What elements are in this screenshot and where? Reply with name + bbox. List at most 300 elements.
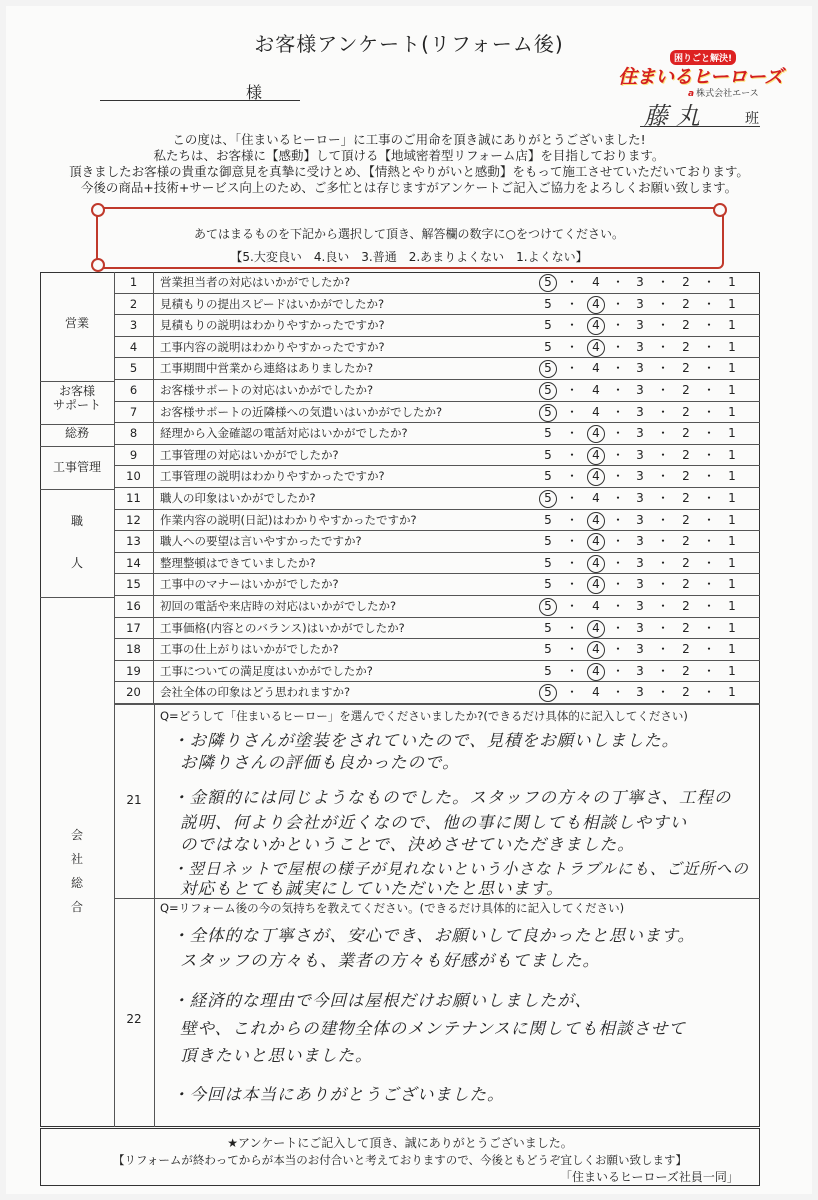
question-number: 8 <box>114 423 154 444</box>
rating-separator: ・ <box>612 296 625 311</box>
rating-option-3[interactable]: 3 <box>636 318 644 333</box>
rating-option-5[interactable]: 5 <box>544 383 552 397</box>
rating-separator: ・ <box>703 404 716 419</box>
question-number: 10 <box>114 466 154 487</box>
rating-option-4[interactable]: 4 <box>592 361 600 376</box>
rating-option-2[interactable]: 2 <box>682 404 690 419</box>
rating-separator: ・ <box>657 620 670 635</box>
rating-separator: ・ <box>703 685 716 700</box>
rating-separator: ・ <box>612 534 625 549</box>
q21-number: 21 <box>126 793 142 807</box>
rating-separator: ・ <box>612 339 625 354</box>
rating-separator: ・ <box>657 512 670 527</box>
rating-separator: ・ <box>703 642 716 657</box>
question-text: 工事内容の説明はわかりやすかったですか? <box>160 339 385 354</box>
rating-option-2[interactable]: 2 <box>682 296 690 311</box>
rating-option-3[interactable]: 3 <box>636 275 644 289</box>
staff-team-label: 班 <box>745 111 759 127</box>
question-number: 1 <box>114 272 154 293</box>
rating-separator: ・ <box>657 404 670 419</box>
category-separator <box>40 381 114 382</box>
rating-separator: ・ <box>566 404 579 419</box>
rating-option-5[interactable]: 5 <box>544 275 552 289</box>
rating-separator: ・ <box>612 469 625 484</box>
rating-option-4[interactable]: 4 <box>592 339 600 354</box>
rating-option-3[interactable]: 3 <box>636 469 644 484</box>
rating-option-2[interactable]: 2 <box>682 620 690 635</box>
question-row <box>114 618 760 640</box>
rating-separator: ・ <box>612 555 625 570</box>
selected-rating-circle <box>587 555 605 573</box>
rating-option-3[interactable]: 3 <box>636 491 644 505</box>
rating-separator: ・ <box>612 447 625 462</box>
question-number: 2 <box>114 294 154 315</box>
rating-option-5[interactable]: 5 <box>544 469 552 484</box>
question-text: 見積もりの提出スピードはいかがでしたか? <box>160 296 385 311</box>
rating-separator: ・ <box>612 620 625 635</box>
q21-answer-line: 対応もとても誠実にしていただいたと思います。 <box>180 879 564 898</box>
rating-option-5[interactable]: 5 <box>544 404 552 419</box>
logo-tagline: 困りごと解決! <box>670 50 736 65</box>
rating-option-4[interactable]: 4 <box>592 296 600 311</box>
rating-option-2[interactable]: 2 <box>682 577 690 592</box>
rating-separator: ・ <box>566 577 579 592</box>
rating-separator: ・ <box>612 404 625 419</box>
question-text: 職人への要望は言いやすかったですか? <box>160 534 362 549</box>
rating-option-3[interactable]: 3 <box>636 599 644 613</box>
question-row <box>114 553 760 575</box>
rating-option-1[interactable]: 1 <box>728 404 736 419</box>
rating-option-2[interactable]: 2 <box>682 685 690 700</box>
question-row <box>114 488 760 510</box>
rating-separator: ・ <box>703 275 716 289</box>
q21-answer-line: お隣りさんの評価も良かったので。 <box>180 753 460 772</box>
rating-option-1[interactable]: 1 <box>728 383 736 397</box>
rating-option-5[interactable]: 5 <box>544 491 552 505</box>
rating-option-3[interactable]: 3 <box>636 555 644 570</box>
rating-separator: ・ <box>657 469 670 484</box>
category-company-3: 総 <box>70 876 83 890</box>
rating-option-1[interactable]: 1 <box>728 534 736 549</box>
question-row <box>114 682 760 704</box>
rating-separator: ・ <box>612 426 625 441</box>
category-accounting: 総務 <box>64 426 89 440</box>
rating-option-1[interactable]: 1 <box>728 642 736 657</box>
staff-name-line <box>640 126 760 127</box>
rating-option-2[interactable]: 2 <box>682 642 690 657</box>
question-text: 職人の印象はいかがでしたか? <box>160 491 316 505</box>
question-number: 13 <box>114 531 154 552</box>
category-company-2: 社 <box>70 852 83 866</box>
question-row <box>114 574 760 596</box>
rating-separator: ・ <box>612 383 625 397</box>
rating-option-4[interactable]: 4 <box>592 275 600 289</box>
staff-name: 藤丸 <box>644 102 708 130</box>
rating-option-2[interactable]: 2 <box>682 339 690 354</box>
question-row <box>114 423 760 445</box>
category-support: お客様 サポート <box>52 384 101 412</box>
selected-rating-circle <box>587 296 605 314</box>
question-number: 15 <box>114 574 154 595</box>
rating-option-2[interactable]: 2 <box>682 447 690 462</box>
rating-option-2[interactable]: 2 <box>682 512 690 527</box>
instruction-text: あてはまるものを下記から選択して頂き、解答欄の数字に○をつけてください。 <box>194 227 624 241</box>
question-number: 5 <box>114 358 154 379</box>
question-row <box>114 639 760 661</box>
scroll-curl-icon <box>91 203 105 217</box>
rating-separator: ・ <box>703 469 716 484</box>
rating-separator: ・ <box>566 555 579 570</box>
rating-option-2[interactable]: 2 <box>682 491 690 505</box>
selected-rating-circle <box>539 598 557 616</box>
question-row <box>114 596 760 618</box>
question-text: 整理整頓はできていましたか? <box>160 555 316 570</box>
rating-option-1[interactable]: 1 <box>728 339 736 354</box>
category-craftsman-2: 人 <box>70 556 83 570</box>
selected-rating-circle <box>587 663 605 681</box>
rating-option-5[interactable]: 5 <box>544 663 552 678</box>
q21-answer-line: ・お隣りさんが塗装をされていたので、見積をお願いしました。 <box>172 731 680 750</box>
rating-option-5[interactable]: 5 <box>544 296 552 311</box>
question-text: 会社全体の印象はどう思われますか? <box>160 685 351 700</box>
intro-text <box>0 132 818 196</box>
customer-name-line <box>100 100 300 101</box>
question-text: 見積もりの説明はわかりやすかったですか? <box>160 318 385 333</box>
q22-answer-line: ・今回は本当にありがとうございました。 <box>172 1085 505 1104</box>
category-separator <box>40 597 114 598</box>
rating-option-3[interactable]: 3 <box>636 339 644 354</box>
rating-separator: ・ <box>703 620 716 635</box>
rating-separator: ・ <box>657 599 670 613</box>
rating-separator: ・ <box>566 383 579 397</box>
question-text: 工事についての満足度はいかがでしたか? <box>160 663 373 678</box>
rating-option-4[interactable]: 4 <box>592 318 600 333</box>
rating-option-3[interactable]: 3 <box>636 642 644 657</box>
rating-option-1[interactable]: 1 <box>728 275 736 289</box>
rating-separator: ・ <box>703 339 716 354</box>
rating-option-5[interactable]: 5 <box>544 318 552 333</box>
rating-separator: ・ <box>657 318 670 333</box>
rating-option-2[interactable]: 2 <box>682 361 690 376</box>
rating-option-2[interactable]: 2 <box>682 318 690 333</box>
rating-option-3[interactable]: 3 <box>636 296 644 311</box>
question-text: 工事期間中営業から連絡はありましたか? <box>160 361 374 376</box>
selected-rating-circle <box>587 447 605 465</box>
rating-scale-legend: 【5.大変良い 4.良い 3.普通 2.あまりよくない 1.よくない】 <box>230 250 588 264</box>
selected-rating-circle <box>539 490 557 508</box>
free-answer-divider <box>154 704 155 1127</box>
category-separator <box>40 489 114 490</box>
intro-line: 頂きましたお客様の貴重な御意見を真摯に受けとめ、【情熱とやりがいと感動】をもって施工させていただいております。 <box>69 164 749 179</box>
category-sales: 営業 <box>64 316 89 330</box>
selected-rating-circle <box>539 382 557 400</box>
question-number: 20 <box>114 682 154 703</box>
selected-rating-circle <box>587 620 605 638</box>
question-row <box>114 466 760 488</box>
q22-answer-line: ・経済的な理由で今回は屋根だけお願いしましたが、 <box>172 991 592 1010</box>
question-row <box>114 531 760 553</box>
selected-rating-circle <box>587 512 605 530</box>
question-text: 経理から入金確認の電話対応はいかがでしたか? <box>160 426 408 441</box>
scroll-curl-icon <box>713 203 727 217</box>
question-number: 7 <box>114 402 154 423</box>
rating-option-3[interactable]: 3 <box>636 577 644 592</box>
rating-separator: ・ <box>566 426 579 441</box>
rating-separator: ・ <box>566 512 579 527</box>
question-text: 営業担当者の対応はいかがでしたか? <box>160 275 351 289</box>
q21-answer-line: のではないかということで、決めさせていただきました。 <box>180 835 635 854</box>
rating-separator: ・ <box>566 599 579 613</box>
rating-separator: ・ <box>612 275 625 289</box>
rating-separator: ・ <box>566 339 579 354</box>
question-row <box>114 661 760 683</box>
rating-option-3[interactable]: 3 <box>636 534 644 549</box>
rating-option-5[interactable]: 5 <box>544 339 552 354</box>
rating-option-5[interactable]: 5 <box>544 426 552 441</box>
rating-separator: ・ <box>703 361 716 376</box>
question-row <box>114 402 760 424</box>
rating-separator: ・ <box>612 512 625 527</box>
logo-name: 住まいるヒーローズ <box>618 66 783 88</box>
question-number: 6 <box>114 380 154 401</box>
category-company-1: 会 <box>70 828 83 842</box>
rating-option-5[interactable]: 5 <box>544 620 552 635</box>
q21-top-border <box>114 704 760 705</box>
q21-answer-line: ・金額的には同じようなものでした。スタッフの方々の丁寧さ、工程の <box>172 788 732 807</box>
question-number: 11 <box>114 488 154 509</box>
rating-option-3[interactable]: 3 <box>636 383 644 397</box>
rating-option-4[interactable]: 4 <box>592 620 600 635</box>
question-number: 19 <box>114 661 154 682</box>
category-construction-mgmt: 工事管理 <box>52 460 101 474</box>
rating-option-1[interactable]: 1 <box>728 426 736 441</box>
rating-separator: ・ <box>566 663 579 678</box>
question-row <box>114 272 760 294</box>
rating-separator: ・ <box>703 447 716 462</box>
rating-option-4[interactable]: 4 <box>592 685 600 700</box>
rating-option-3[interactable]: 3 <box>636 620 644 635</box>
rating-separator: ・ <box>703 599 716 613</box>
rating-option-4[interactable]: 4 <box>592 447 600 462</box>
question-number: 12 <box>114 510 154 531</box>
rating-option-1[interactable]: 1 <box>728 620 736 635</box>
rating-option-5[interactable]: 5 <box>544 512 552 527</box>
rating-separator: ・ <box>657 339 670 354</box>
question-text: 工事中のマナーはいかがでしたか? <box>160 577 339 592</box>
rating-separator: ・ <box>703 512 716 527</box>
rating-separator: ・ <box>657 275 670 289</box>
rating-separator: ・ <box>612 318 625 333</box>
rating-option-5[interactable]: 5 <box>544 685 552 700</box>
rating-option-4[interactable]: 4 <box>592 383 600 397</box>
rating-option-3[interactable]: 3 <box>636 426 644 441</box>
logo-company: a 株式会社エース <box>688 89 759 99</box>
rating-separator: ・ <box>566 534 579 549</box>
question-row <box>114 294 760 316</box>
rating-option-4[interactable]: 4 <box>592 599 600 613</box>
rating-option-2[interactable]: 2 <box>682 426 690 441</box>
rating-option-1[interactable]: 1 <box>728 296 736 311</box>
rating-separator: ・ <box>612 491 625 505</box>
rating-option-4[interactable]: 4 <box>592 534 600 549</box>
q22-number: 22 <box>126 1012 142 1026</box>
rating-separator: ・ <box>566 620 579 635</box>
q22-answer-line: スタッフの方々も、業者の方々も好感がもてました。 <box>180 951 600 970</box>
question-text: お客様サポートの対応はいかがでしたか? <box>160 383 374 397</box>
rating-option-1[interactable]: 1 <box>728 685 736 700</box>
intro-line: この度は、「住まいるヒーロー」に工事のご用命を頂き誠にありがとうございました! <box>172 132 646 147</box>
rating-separator: ・ <box>612 599 625 613</box>
rating-separator: ・ <box>703 318 716 333</box>
question-row <box>114 380 760 402</box>
rating-separator: ・ <box>566 275 579 289</box>
question-row <box>114 315 760 337</box>
question-text: お客様サポートの近隣様への気遣いはいかがでしたか? <box>160 404 443 419</box>
rating-option-2[interactable]: 2 <box>682 534 690 549</box>
footer-signature: 「住まいるヒーローズ社員一同」 <box>560 1170 739 1184</box>
question-text: 作業内容の説明(日記)はわかりやすかったですか? <box>160 512 417 527</box>
rating-separator: ・ <box>566 685 579 700</box>
q21-question: Q=どうして「住まいるヒーロー」を選んでくださいましたか?(できるだけ具体的に記入してください) <box>160 709 688 723</box>
rating-separator: ・ <box>703 426 716 441</box>
rating-separator: ・ <box>703 663 716 678</box>
rating-option-2[interactable]: 2 <box>682 275 690 289</box>
rating-option-3[interactable]: 3 <box>636 512 644 527</box>
category-craftsman-1: 職 <box>70 514 83 528</box>
rating-option-4[interactable]: 4 <box>592 642 600 657</box>
rating-option-3[interactable]: 3 <box>636 404 644 419</box>
rating-separator: ・ <box>612 642 625 657</box>
selected-rating-circle <box>587 339 605 357</box>
intro-line: 私たちは、お客様に【感動】して頂ける【地域密着型リフォーム店】を目指しております。 <box>153 148 665 163</box>
rating-separator: ・ <box>612 361 625 376</box>
question-text: 初回の電話や来店時の対応はいかがでしたか? <box>160 599 397 613</box>
rating-separator: ・ <box>657 426 670 441</box>
customer-honorific: 様 <box>246 83 263 102</box>
question-number: 14 <box>114 553 154 574</box>
rating-separator: ・ <box>703 383 716 397</box>
rating-option-1[interactable]: 1 <box>728 491 736 505</box>
question-text: 工事の仕上がりはいかがでしたか? <box>160 642 339 657</box>
rating-option-4[interactable]: 4 <box>592 577 600 592</box>
rating-option-4[interactable]: 4 <box>592 663 600 678</box>
rating-option-2[interactable]: 2 <box>682 663 690 678</box>
rating-separator: ・ <box>703 534 716 549</box>
rating-option-4[interactable]: 4 <box>592 426 600 441</box>
rating-separator: ・ <box>657 685 670 700</box>
question-number: 4 <box>114 337 154 358</box>
rating-option-2[interactable]: 2 <box>682 555 690 570</box>
rating-separator: ・ <box>612 663 625 678</box>
rating-separator: ・ <box>703 555 716 570</box>
rating-option-2[interactable]: 2 <box>682 383 690 397</box>
rating-separator: ・ <box>703 577 716 592</box>
q22-answer-line: 壁や、これからの建物全体のメンテナンスに関しても相談させて <box>180 1019 686 1038</box>
rating-option-1[interactable]: 1 <box>728 447 736 462</box>
rating-option-1[interactable]: 1 <box>728 577 736 592</box>
rating-separator: ・ <box>657 361 670 376</box>
q22-answer-line: ・全体的な丁寧さが、安心でき、お願いして良かったと思います。 <box>172 926 696 945</box>
rating-separator: ・ <box>566 361 579 376</box>
rating-option-1[interactable]: 1 <box>728 663 736 678</box>
rating-option-3[interactable]: 3 <box>636 361 644 376</box>
rating-option-4[interactable]: 4 <box>592 555 600 570</box>
rating-option-3[interactable]: 3 <box>636 663 644 678</box>
rating-separator: ・ <box>657 663 670 678</box>
rating-option-1[interactable]: 1 <box>728 469 736 484</box>
rating-separator: ・ <box>612 577 625 592</box>
question-number: 18 <box>114 639 154 660</box>
rating-separator: ・ <box>566 296 579 311</box>
rating-option-4[interactable]: 4 <box>592 404 600 419</box>
rating-option-4[interactable]: 4 <box>592 491 600 505</box>
question-number: 16 <box>114 596 154 617</box>
rating-option-5[interactable]: 5 <box>544 599 552 613</box>
rating-option-5[interactable]: 5 <box>544 555 552 570</box>
rating-separator: ・ <box>566 642 579 657</box>
rating-option-3[interactable]: 3 <box>636 685 644 700</box>
rating-separator: ・ <box>657 296 670 311</box>
question-row <box>114 445 760 467</box>
logo-mark-icon: a <box>688 89 695 99</box>
rating-option-3[interactable]: 3 <box>636 447 644 462</box>
rating-option-1[interactable]: 1 <box>728 599 736 613</box>
question-number: 3 <box>114 315 154 336</box>
rating-separator: ・ <box>566 447 579 462</box>
rating-option-5[interactable]: 5 <box>544 577 552 592</box>
rating-option-1[interactable]: 1 <box>728 512 736 527</box>
question-row <box>114 337 760 359</box>
footer-thanks: ★アンケートにご記入して頂き、誠にありがとうございました。 <box>227 1136 573 1150</box>
rating-option-5[interactable]: 5 <box>544 447 552 462</box>
rating-separator: ・ <box>657 577 670 592</box>
category-separator <box>40 446 114 447</box>
company-logo <box>618 50 783 100</box>
rating-option-5[interactable]: 5 <box>544 534 552 549</box>
rating-separator: ・ <box>657 383 670 397</box>
rating-separator: ・ <box>566 491 579 505</box>
selected-rating-circle <box>539 274 557 292</box>
rating-option-4[interactable]: 4 <box>592 469 600 484</box>
footer-message: 【リフォームが終わってからが本当のお付合いと考えておりますので、今後ともどうぞ宜しくお願い致します】 <box>112 1153 688 1167</box>
q21-answer-line: 説明、何より会社が近くなので、他の事に関しても相談しやすい <box>180 813 688 832</box>
question-text: 工事価格(内容とのバランス)はいかがでしたか? <box>160 620 405 635</box>
rating-separator: ・ <box>657 534 670 549</box>
rating-separator: ・ <box>657 447 670 462</box>
intro-line: 今後の商品+技術+サービス向上のため、ご多忙とは存じますがアンケートご記入ご協力をよろしくお願い致します。 <box>80 180 738 195</box>
rating-separator: ・ <box>657 642 670 657</box>
rating-option-2[interactable]: 2 <box>682 599 690 613</box>
rating-separator: ・ <box>703 296 716 311</box>
selected-rating-circle <box>539 404 557 422</box>
question-row <box>114 358 760 380</box>
category-company-4: 合 <box>70 900 83 914</box>
rating-option-1[interactable]: 1 <box>728 318 736 333</box>
rating-option-1[interactable]: 1 <box>728 555 736 570</box>
rating-option-5[interactable]: 5 <box>544 642 552 657</box>
rating-option-2[interactable]: 2 <box>682 469 690 484</box>
rating-separator: ・ <box>657 555 670 570</box>
question-row <box>114 510 760 532</box>
page-title: お客様アンケート(リフォーム後) <box>254 32 564 56</box>
question-number: 17 <box>114 618 154 639</box>
question-text: 工事管理の対応はいかがでしたか? <box>160 447 339 462</box>
rating-separator: ・ <box>566 318 579 333</box>
rating-option-4[interactable]: 4 <box>592 512 600 527</box>
rating-option-5[interactable]: 5 <box>544 361 552 376</box>
q22-question: Q=リフォーム後の今の気持ちを教えてください。(できるだけ具体的に記入してください) <box>160 901 625 915</box>
rating-option-1[interactable]: 1 <box>728 361 736 376</box>
